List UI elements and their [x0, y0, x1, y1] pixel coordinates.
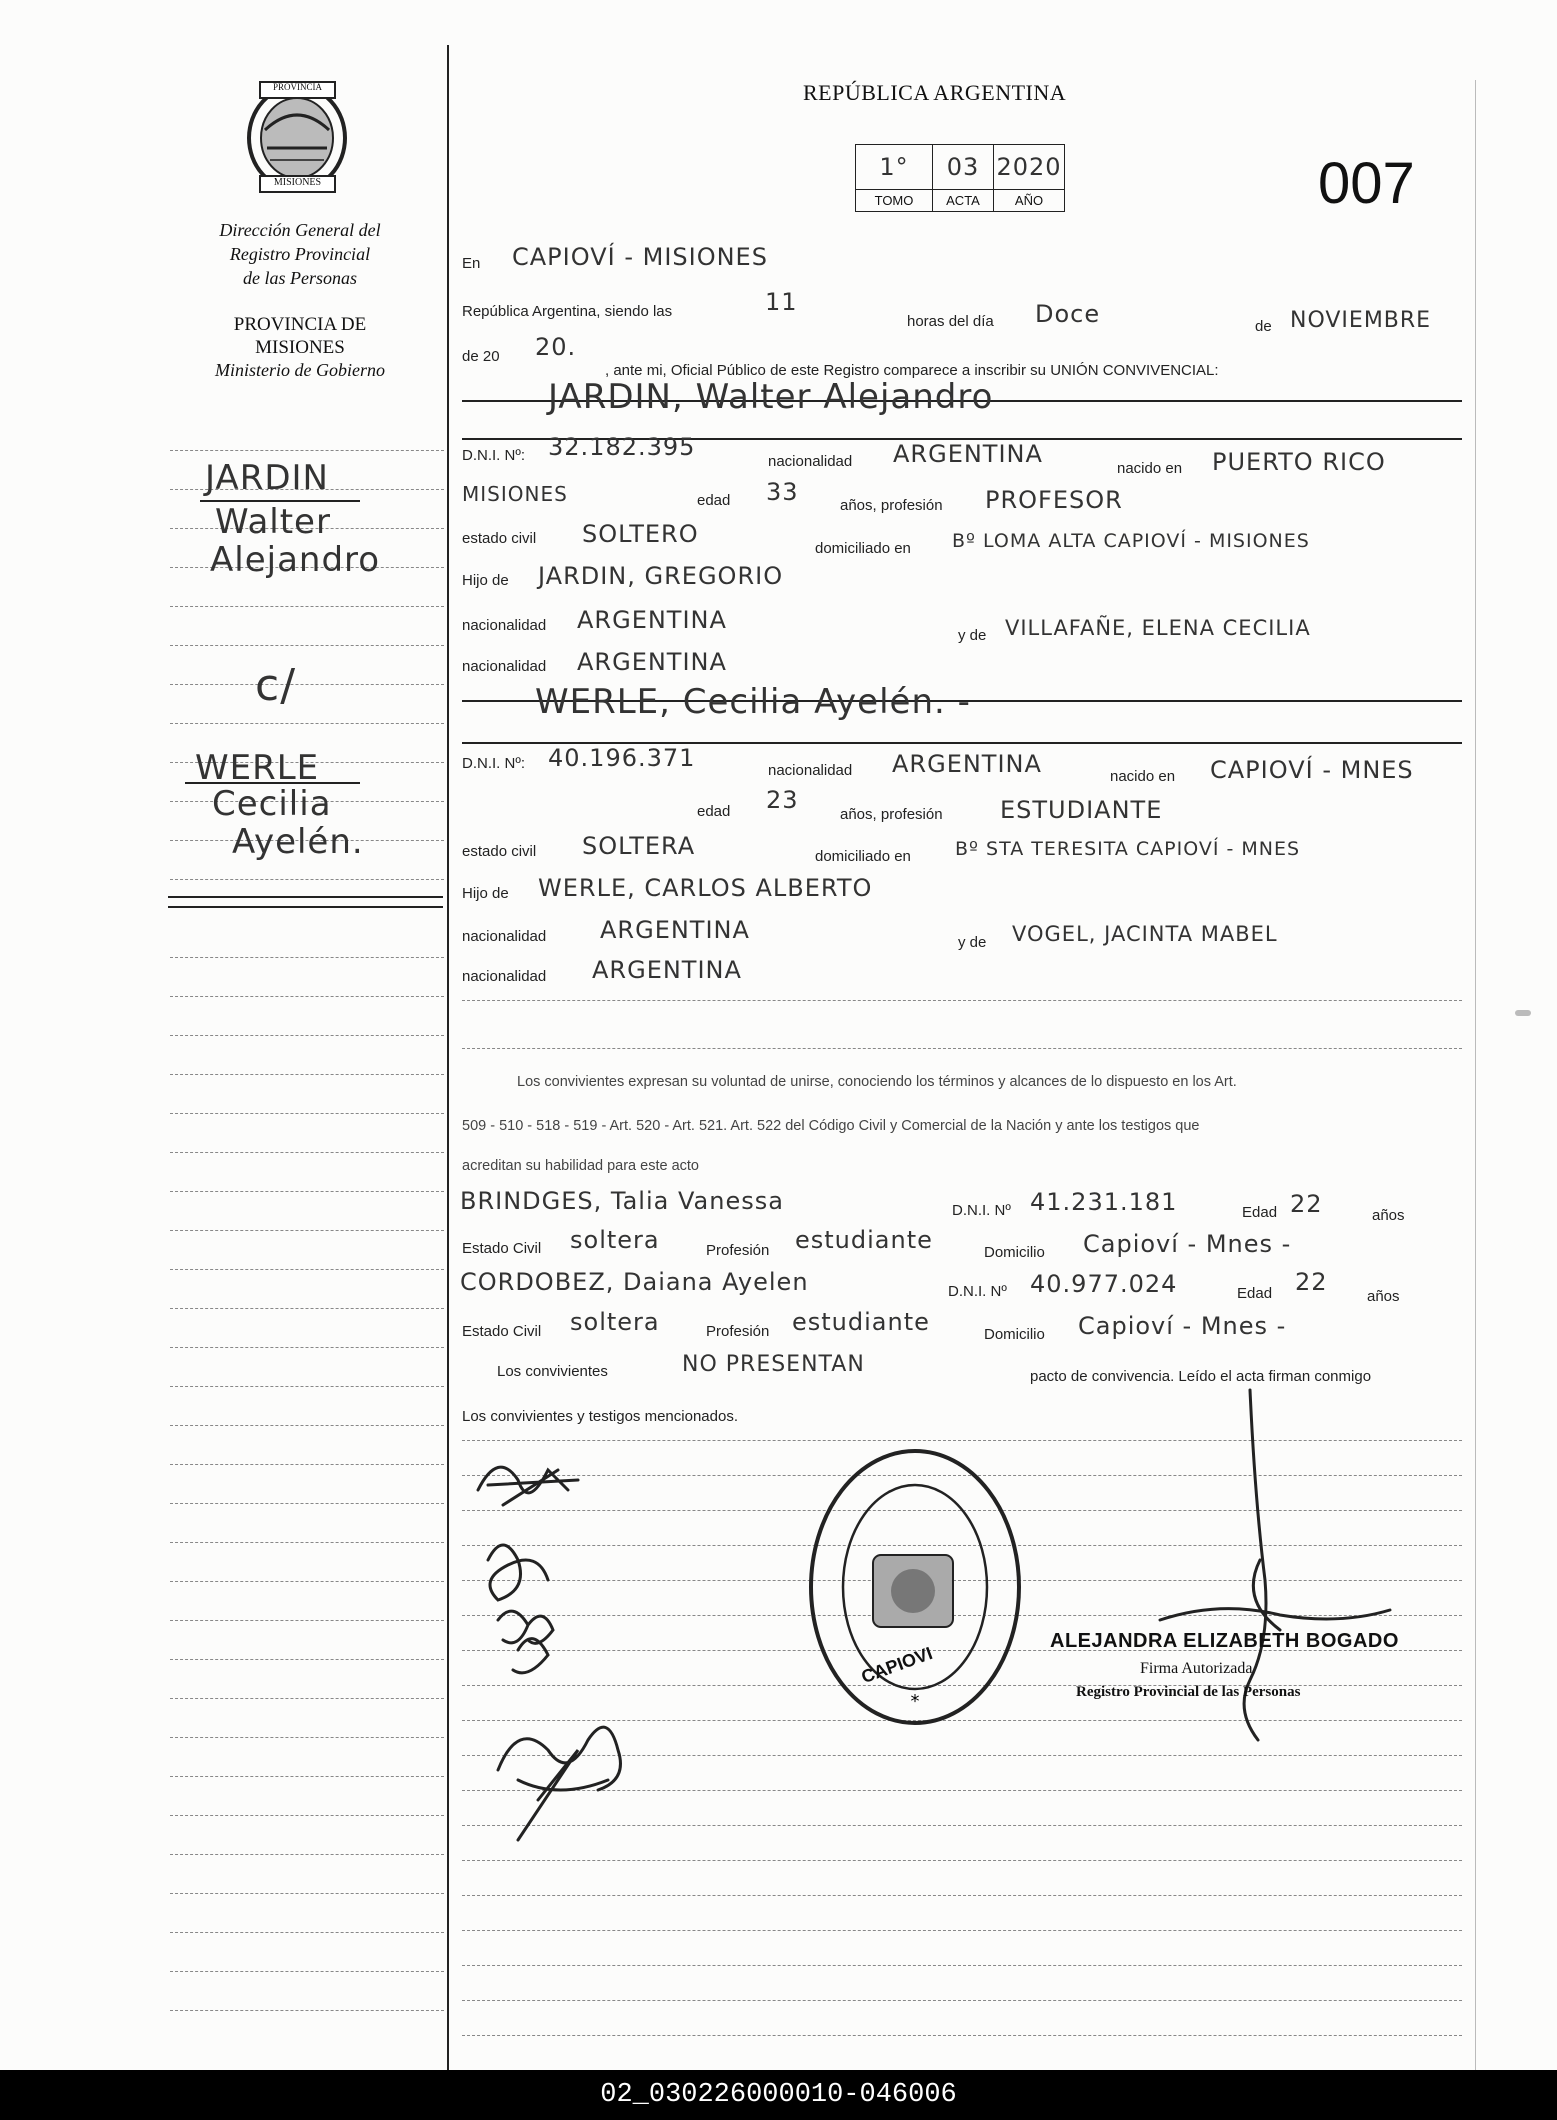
party2-nationality: ARGENTINA	[892, 750, 1042, 778]
sidebar-rule	[170, 1425, 444, 1426]
sidebar-rule	[170, 1503, 444, 1504]
act-number: 007	[1318, 151, 1415, 216]
witness2-civil: soltera	[570, 1308, 660, 1336]
handwritten-signatures	[458, 1450, 638, 1850]
tomo-label: TOMO	[856, 190, 933, 212]
tomo-value: 1°	[856, 145, 933, 190]
country-title: REPÚBLICA ARGENTINA	[803, 80, 1067, 105]
sidebar-rule	[170, 1464, 444, 1465]
pacto-value: NO PRESENTAN	[682, 1352, 865, 1377]
seal-bottom-label: MISIONES	[273, 177, 322, 188]
sidebar-party1-surname: JARDIN	[205, 458, 329, 498]
party2-mother: VOGEL, JACINTA MABEL	[1012, 922, 1278, 946]
right-margin-line	[1475, 80, 1476, 2070]
main-rule	[462, 1930, 1462, 1931]
month-value: NOVIEMBRE	[1290, 308, 1432, 333]
sidebar-rule	[170, 1659, 444, 1660]
sidebar-rule	[170, 1074, 444, 1075]
party1-full-name: JARDIN, Walter Alejandro	[548, 377, 994, 417]
party2-domicile: Bº STA TERESITA CAPIOVÍ - MNES	[955, 838, 1301, 860]
sidebar-conjunction: c/	[255, 660, 297, 711]
sidebar-rule	[170, 1776, 444, 1777]
hour-value: 11	[765, 288, 798, 316]
year-value: 20.	[535, 333, 577, 361]
sidebar-rule	[170, 723, 444, 724]
party1-civil-status: SOLTERO	[582, 520, 699, 548]
witness1-domicile: Capioví - Mnes -	[1083, 1230, 1292, 1258]
official-signature	[1140, 1380, 1400, 1780]
party1-birthplace-cont: MISIONES	[462, 482, 568, 506]
party2-age: 23	[766, 786, 799, 814]
party2-father: WERLE, CARLOS ALBERTO	[538, 874, 873, 902]
witness1-profession: estudiante	[795, 1226, 933, 1254]
closing-text: Los convivientes y testigos mencionados.	[462, 1408, 738, 1425]
sidebar-rule	[170, 1893, 444, 1894]
day-value: Doce	[1035, 300, 1101, 328]
sidebar-rule	[170, 1347, 444, 1348]
sidebar-rule	[170, 1932, 444, 1933]
witness2-name: CORDOBEZ, Daiana Ayelen	[460, 1268, 809, 1296]
party1-father: JARDIN, GREGORIO	[538, 562, 784, 590]
sidebar-rule	[170, 1386, 444, 1387]
party1-mother-nationality: ARGENTINA	[577, 648, 727, 676]
sidebar-rule	[170, 1971, 444, 1972]
declaration-line3: acreditan su habilidad para este acto	[462, 1158, 699, 1174]
sidebar-party2-surname: WERLE	[195, 748, 320, 788]
main-rule	[462, 1000, 1462, 1001]
party1-father-nationality: ARGENTINA	[577, 606, 727, 634]
sidebar-rule	[170, 879, 444, 880]
party1-domicile: Bº LOMA ALTA CAPIOVÍ - MISIONES	[952, 530, 1310, 552]
declaration-line2: 509 - 510 - 518 - 519 - Art. 520 - Art. 521. Art. 522 del Código Civil y Comercial de la Nación y ante los testigos que	[462, 1118, 1200, 1134]
sidebar-rule	[170, 1191, 444, 1192]
registry-index-table	[855, 144, 1065, 212]
main-rule	[462, 2000, 1462, 2001]
sidebar-rule	[170, 645, 444, 646]
witness1-name: BRINDGES, Talia Vanessa	[460, 1187, 784, 1215]
party1-nationality: ARGENTINA	[893, 440, 1043, 468]
main-rule	[462, 1048, 1462, 1049]
sidebar-party2-name2: Ayelén.	[232, 822, 364, 862]
party1-birthplace: PUERTO RICO	[1212, 448, 1386, 476]
sidebar-rule	[170, 1308, 444, 1309]
sidebar-rule	[170, 1815, 444, 1816]
main-rule	[462, 1895, 1462, 1896]
sidebar-rule	[170, 1620, 444, 1621]
party2-birthplace: CAPIOVÍ - MNES	[1210, 756, 1414, 784]
stamp-city: CAPIOVI	[858, 1642, 936, 1688]
anio-value: 2020	[994, 145, 1065, 190]
witness2-age: 22	[1295, 1268, 1328, 1296]
party2-mother-nationality: ARGENTINA	[592, 956, 742, 984]
party1-dni: 32.182.395	[548, 433, 696, 461]
sidebar-rule	[170, 1035, 444, 1036]
margin-divider	[447, 45, 449, 2070]
sidebar-rule	[170, 1698, 444, 1699]
declaration-line1: Los convivientes expresan su voluntad de unirse, conociendo los términos y alcances de lo dispuesto en los Art.	[517, 1074, 1237, 1090]
sidebar-rule	[170, 1152, 444, 1153]
party1-profession: PROFESOR	[985, 486, 1123, 514]
official-name: ALEJANDRA ELIZABETH BOGADO	[1050, 1630, 1399, 1652]
witness2-profession: estudiante	[792, 1308, 930, 1336]
sidebar-rule	[170, 1542, 444, 1543]
anio-label: AÑO	[994, 190, 1065, 212]
sidebar-rule	[170, 1269, 444, 1270]
sidebar-rule	[170, 1737, 444, 1738]
sidebar-rule	[170, 450, 444, 451]
witness1-dni: 41.231.181	[1030, 1188, 1178, 1216]
main-rule	[462, 2035, 1462, 2036]
party2-dni: 40.196.371	[548, 744, 696, 772]
party2-profession: ESTUDIANTE	[1000, 796, 1163, 824]
party1-age: 33	[766, 478, 799, 506]
sidebar-rule	[170, 2010, 444, 2011]
sidebar-rule	[170, 1113, 444, 1114]
acta-value: 03	[933, 145, 994, 190]
province-name: PROVINCIA DE MISIONES Ministerio de Gobierno	[215, 314, 385, 380]
sidebar-rule	[170, 1230, 444, 1231]
sidebar-rule	[170, 684, 444, 685]
sidebar-rule	[170, 996, 444, 997]
sidebar-party2-name1: Cecilia	[212, 784, 332, 824]
svg-text:*: *	[910, 1691, 920, 1712]
scan-smudge	[1515, 1010, 1531, 1016]
witness1-age: 22	[1290, 1190, 1323, 1218]
main-rule	[462, 1965, 1462, 1966]
official-title: Firma Autorizada	[1140, 1660, 1253, 1677]
party2-father-nationality: ARGENTINA	[600, 916, 750, 944]
witness2-domicile: Capioví - Mnes -	[1078, 1312, 1287, 1340]
sidebar-rule	[170, 606, 444, 607]
party2-civil-status: SOLTERA	[582, 832, 696, 860]
official-agency: Registro Provincial de las Personas	[1076, 1684, 1301, 1700]
agency-name: Dirección General del Registro Provincial de las Personas	[219, 220, 381, 288]
sidebar-rule	[170, 957, 444, 958]
main-rule	[462, 1860, 1462, 1861]
party1-mother: VILLAFAÑE, ELENA CECILIA	[1005, 616, 1311, 640]
witness2-dni: 40.977.024	[1030, 1270, 1178, 1298]
sidebar-party1-name1: Walter	[215, 502, 331, 542]
witness1-civil: soltera	[570, 1226, 660, 1254]
sidebar-rule	[170, 1854, 444, 1855]
acta-label: ACTA	[933, 190, 994, 212]
registry-stamp-icon	[805, 1445, 1025, 1730]
place-value: CAPIOVÍ - MISIONES	[512, 243, 768, 271]
sidebar-rule	[170, 1581, 444, 1582]
sidebar-party1-name2: Alejandro	[210, 540, 381, 580]
seal-top-label: PROVINCIA	[272, 82, 322, 92]
document-id-footer: 02_030226000010-046006	[0, 2070, 1557, 2120]
party2-full-name: WERLE, Cecilia Ayelén. -	[535, 682, 971, 722]
